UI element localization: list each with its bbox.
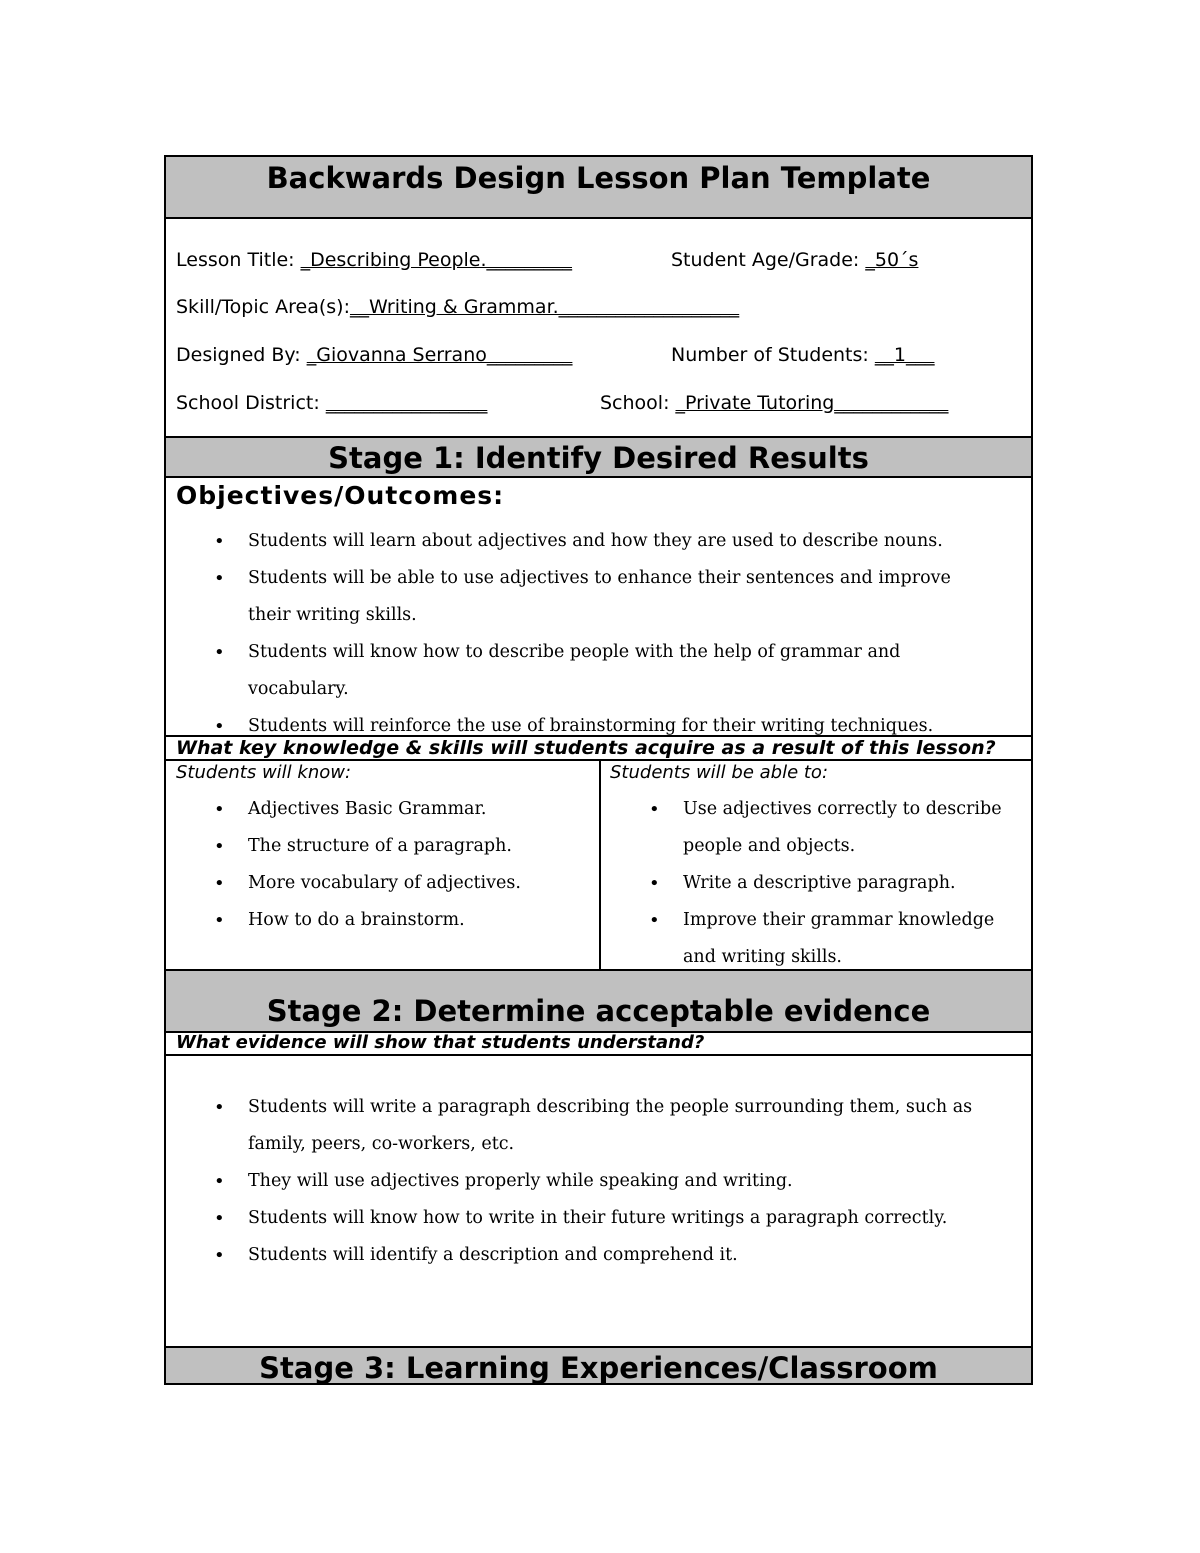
skill-value: __Writing & Grammar.___________________ — [349, 296, 740, 318]
know-list — [166, 791, 596, 939]
objectives-list — [166, 523, 986, 745]
lesson-title-label: Lesson Title: — [176, 249, 301, 271]
list-item: • Improve their grammar knowledge and writing skills. — [649, 910, 995, 967]
list-item: • Adjectives Basic Grammar. — [214, 799, 487, 820]
number-of-students-field — [671, 344, 934, 366]
list-item: • Students will identify a description and comprehend it. — [214, 1245, 738, 1266]
number-of-students-value: __1___ — [874, 344, 935, 366]
list-item: • Students will reinforce the use of brainstorming for their writing techniques. — [214, 716, 934, 737]
evidence-question: What evidence will show that students understand? — [176, 1032, 705, 1053]
evidence-list — [166, 1089, 1011, 1274]
list-item: • Students will be able to use adjectives to enhance their sentences and improve their writing skills. — [214, 568, 951, 625]
designed-by-value: _Giovanna Serrano_________ — [306, 344, 573, 366]
lesson-title-field — [176, 249, 572, 271]
stage2-band — [166, 971, 1031, 1033]
list-item: • They will use adjectives properly while speaking and writing. — [214, 1171, 793, 1192]
stage2-heading: Stage 2: Determine acceptable evidence — [266, 994, 931, 1028]
knowledge-question: What key knowledge & skills will students acquire as a result of this lesson? — [176, 737, 996, 759]
number-of-students-label: Number of Students: — [671, 344, 875, 366]
designed-by-field — [176, 344, 572, 366]
stage1-band — [166, 438, 1031, 478]
title-band — [166, 157, 1031, 219]
list-item: • Students will write a paragraph describing the people surrounding them, such as family, peers, co-workers, etc. — [214, 1097, 973, 1154]
objectives-heading: Objectives/Outcomes: — [176, 481, 505, 510]
designed-by-label: Designed By: — [176, 344, 307, 366]
list-item: • Students will know how to describe people with the help of grammar and vocabulary. — [214, 642, 901, 699]
list-item: • More vocabulary of adjectives. — [214, 873, 521, 894]
school-district-value: _________________ — [325, 392, 488, 414]
skill-label: Skill/Topic Area(s): — [176, 296, 350, 318]
list-item: • The structure of a paragraph. — [214, 836, 512, 857]
page-title: Backwards Design Lesson Plan Template — [266, 161, 931, 195]
age-grade-label: Student Age/Grade: — [671, 249, 866, 271]
skill-field — [176, 296, 739, 318]
stage3-heading: Stage 3: Learning Experiences/Classroom — [259, 1351, 938, 1385]
list-item: • Students will know how to write in their future writings a paragraph correctly. — [214, 1208, 948, 1229]
age-grade-value: _50´s — [865, 249, 919, 271]
divider — [166, 1054, 1031, 1056]
age-grade-field — [671, 249, 918, 271]
stage1-heading: Stage 1: Identify Desired Results — [328, 441, 869, 475]
school-field — [600, 392, 948, 414]
lesson-title-value: _Describing People._________ — [300, 249, 573, 271]
able-list — [601, 791, 1029, 976]
list-item: • Write a descriptive paragraph. — [649, 873, 956, 894]
know-heading: Students will know: — [176, 762, 352, 783]
list-item: • Use adjectives correctly to describe people and objects. — [649, 799, 1002, 856]
list-item: • Students will learn about adjectives and how they are used to describe nouns. — [214, 531, 943, 552]
school-label: School: — [600, 392, 676, 414]
school-district-field — [176, 392, 487, 414]
able-heading: Students will be able to: — [610, 762, 829, 783]
lesson-plan-table — [164, 155, 1033, 1385]
list-item: • How to do a brainstorm. — [214, 910, 465, 931]
school-value: _Private Tutoring____________ — [675, 392, 949, 414]
stage3-band — [166, 1348, 1031, 1383]
school-district-label: School District: — [176, 392, 326, 414]
